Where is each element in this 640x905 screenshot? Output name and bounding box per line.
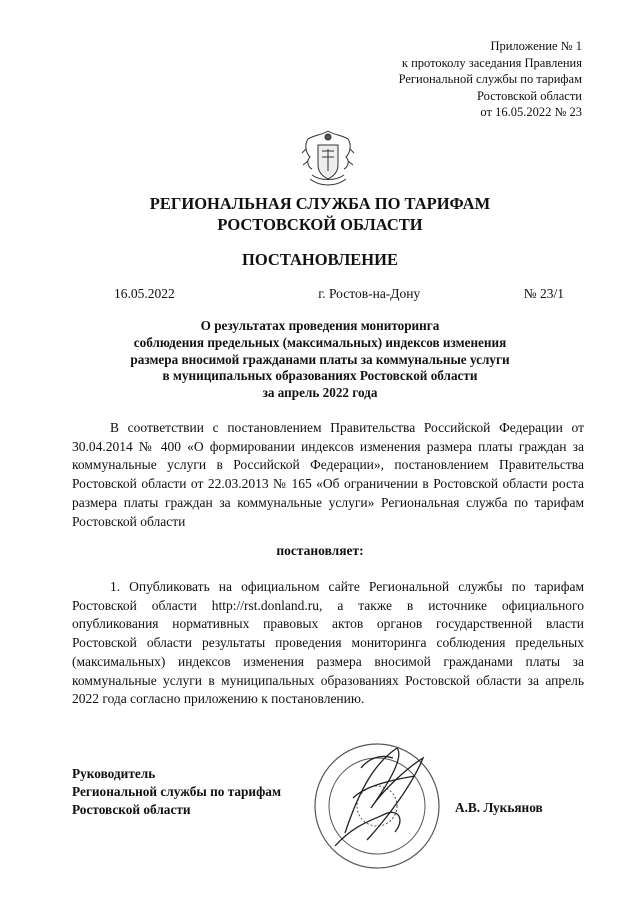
coat-of-arms-icon: [300, 127, 356, 189]
appendix-note: [399, 38, 582, 121]
document-subject: [80, 318, 560, 402]
seal-stamp-icon: [305, 728, 455, 878]
organization-line: РОСТОВСКОЙ ОБЛАСТИ: [217, 215, 423, 234]
position-line: Региональной службы по тарифам: [72, 784, 282, 799]
document-number: № 23/1: [523, 286, 564, 301]
position-line: Руководитель: [72, 766, 156, 781]
signatory-name: А.В. Лукьянов: [455, 800, 543, 815]
appendix-line: Региональной службы по тарифам: [398, 72, 582, 87]
appendix-line: к протоколу заседания Правления: [401, 55, 582, 70]
appendix-line: от 16.05.2022 № 23: [480, 105, 582, 120]
organization-line: РЕГИОНАЛЬНАЯ СЛУЖБА ПО ТАРИФАМ: [149, 194, 491, 213]
preamble-paragraph: В соответствии с постановлением Правительства Российской Федерации от 30.04.2014 № 400 «О формировании индексов изменения размера платы граждан за коммунальные услуги в Российской Федерации», постановлением Правительства Ростовской области от 22.03.2013 № 165 «Об ограничении в Ростовской области роста размера платы граждан за коммунальные услуги» Региональная служба по тарифам Ростовской области: [72, 420, 584, 529]
subject-line: размера вносимой гражданами платы за коммунальные услуги: [130, 351, 510, 367]
signatory-position: [72, 765, 281, 819]
document-type: ПОСТАНОВЛЕНИЕ: [242, 250, 398, 269]
document-city: г. Ростов-на-Дону: [318, 286, 421, 301]
appendix-line: Ростовской области: [477, 88, 582, 103]
position-line: Ростовской области: [72, 802, 191, 817]
document-meta: [114, 286, 564, 302]
subject-line: в муниципальных образованиях Ростовской области: [162, 368, 478, 384]
item-1-paragraph: 1. Опубликовать на официальном сайте Региональной службы по тарифам Ростовской области http://rst.donland.ru, а также в источнике официального опубликования нормативных правовых актов органов государственной власти Ростовской области результаты проведения мониторинга соблюдения предельных (максимальных) индексов изменения размера вносимой гражданами платы за коммунальные услуги в муниципальных образованиях Ростовской области за апрель 2022 года согласно приложению к постановлению.: [72, 579, 584, 707]
subject-line: за апрель 2022 года: [262, 385, 378, 401]
document-date: 16.05.2022: [114, 286, 175, 301]
organization-name: [0, 193, 640, 235]
subject-line: соблюдения предельных (максимальных) индексов изменения: [133, 334, 507, 350]
decides-heading: постановляет:: [276, 543, 364, 558]
subject-line: О результатах проведения мониторинга: [200, 318, 440, 333]
appendix-line: Приложение № 1: [490, 39, 582, 53]
